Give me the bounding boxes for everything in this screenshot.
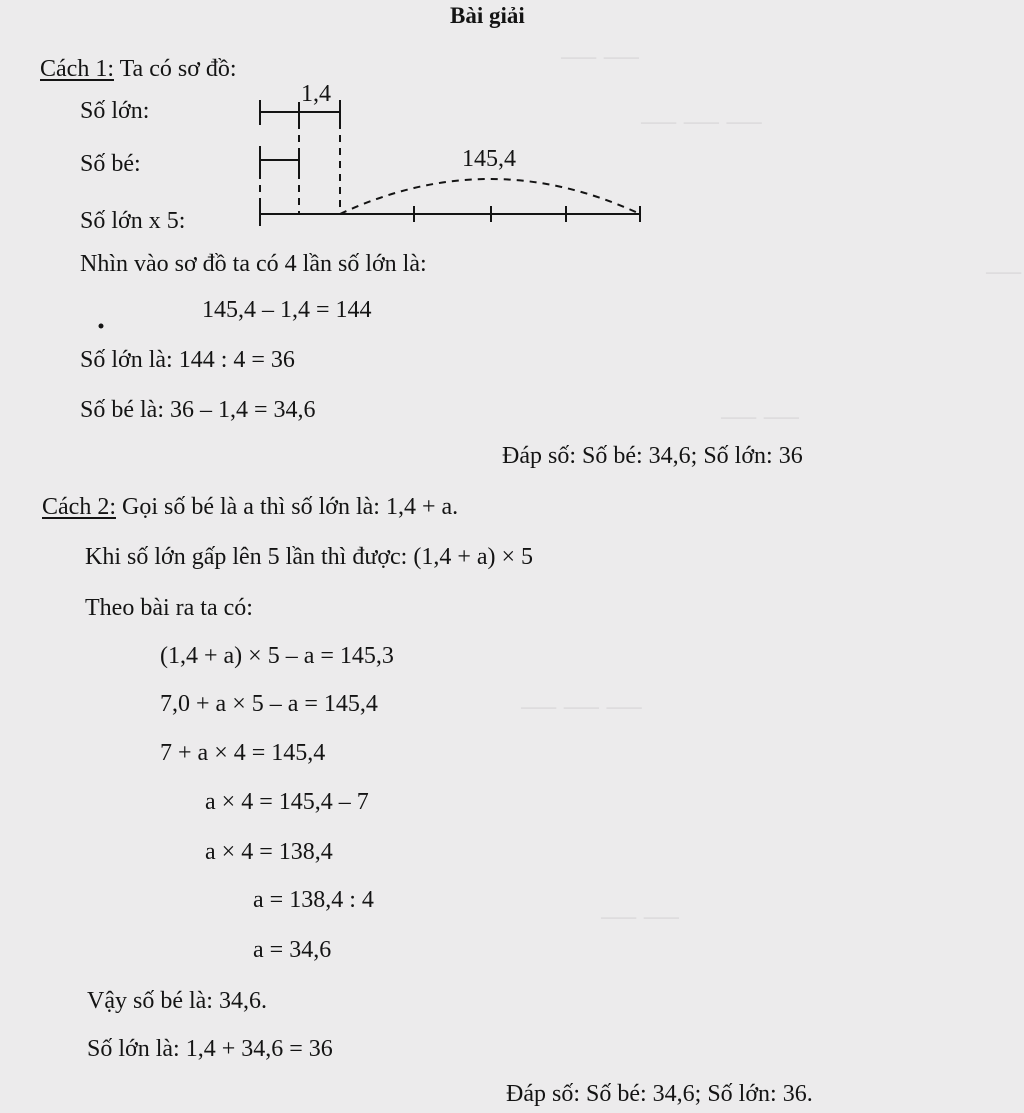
method2-line2: Theo bài ra ta có: [85,595,253,621]
method2-line1: Khi số lớn gấp lên 5 lần thì được: (1,4 + a) × 5 [85,544,534,570]
method2-eq4: a × 4 = 145,4 – 7 [205,789,369,815]
method2-answer: Đáp số: Số bé: 34,6; Số lớn: 36. [506,1081,813,1107]
method2-eq1: (1,4 + a) × 5 – a = 145,3 [160,643,394,669]
method2-conclusion2: Số lớn là: 1,4 + 34,6 = 36 [87,1036,333,1062]
method1-heading: Cách 1: [40,56,114,82]
stray-dot [99,324,104,329]
method2-eq7: a = 34,6 [253,937,332,963]
method1-calc1: 145,4 – 1,4 = 144 [202,297,372,323]
method2-eq5: a × 4 = 138,4 [205,839,333,865]
method2-eq6: a = 138,4 : 4 [253,887,374,913]
method2-conclusion1: Vậy số bé là: 34,6. [87,988,267,1014]
diagram-total-label: 145,4 [462,146,516,172]
diagram-label-big-x5: Số lớn x 5: [80,208,186,234]
method1-calc2: Số lớn là: 144 : 4 = 36 [80,347,295,373]
method2-heading: Cách 2: [42,494,116,520]
diagram-label-small: Số bé: [80,151,141,177]
method1-answer: Đáp số: Số bé: 34,6; Số lớn: 36 [502,443,803,469]
method2-eq2: 7,0 + a × 5 – a = 145,4 [160,691,378,717]
method2-eq3: 7 + a × 4 = 145,4 [160,740,326,766]
method1-calc3: Số bé là: 36 – 1,4 = 34,6 [80,397,316,423]
method1-intro: Ta có sơ đồ: [119,56,237,82]
diagram-diff-label: 1,4 [301,81,331,107]
method2-intro: Gọi số bé là a thì số lớn là: 1,4 + a. [121,494,459,520]
method2-header [42,493,458,521]
page-title: Bài giải [450,3,525,28]
method1-line1: Nhìn vào sơ đồ ta có 4 lần số lớn là: [80,251,427,277]
diagram-label-big: Số lớn: [80,98,150,124]
